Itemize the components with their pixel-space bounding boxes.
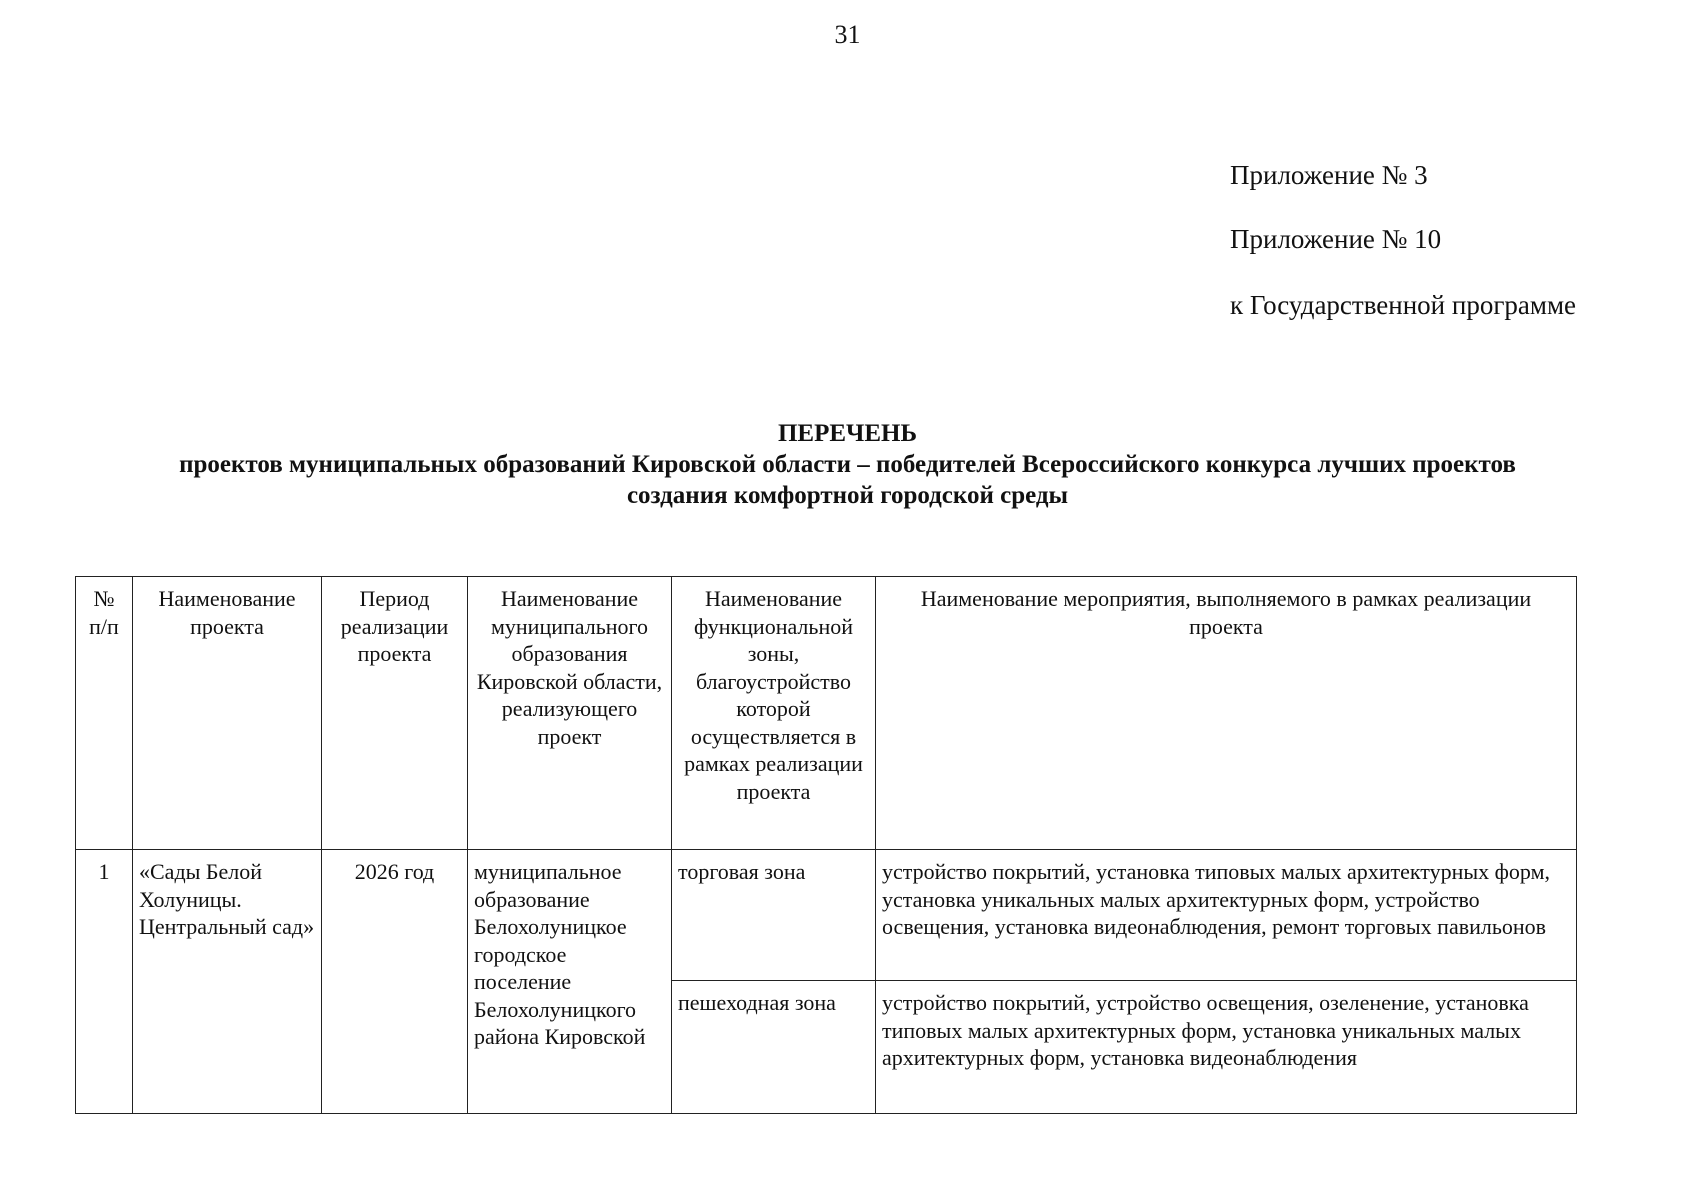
projects-table bbox=[75, 576, 1577, 1114]
cell-municipality: муниципальное образование Белохолуницкое городское поселение Белохолуницкого района Кировской bbox=[468, 850, 672, 1114]
header-project-name: Наименование проекта bbox=[133, 577, 322, 850]
cell-activities-pedestrian: устройство покрытий, устройство освещения, озеленение, установка типовых малых архитектурных форм, установка уникальных малых архитектурных форм, установка видеонаблюдения bbox=[876, 981, 1577, 1114]
table-row bbox=[76, 850, 1577, 981]
appendix-line-2: Приложение № 10 bbox=[1230, 224, 1442, 254]
cell-activities-trade: устройство покрытий, установка типовых малых архитектурных форм, установка уникальных малых архитектурных форм, устройство освещения, установка видеонаблюдения, ремонт торговых павильонов bbox=[876, 850, 1577, 981]
cell-project-name: «Сады Белой Холуницы. Центральный сад» bbox=[133, 850, 322, 1114]
title-subtitle-line-2: создания комфортной городской среды bbox=[626, 482, 1069, 509]
header-period: Период реализации проекта bbox=[322, 577, 468, 850]
header-functional-zone: Наименование функциональной зоны, благоустройство которой осуществляется в рамках реализации проекта bbox=[672, 577, 876, 850]
header-municipality: Наименование муниципального образования Кировской области, реализующего проект bbox=[468, 577, 672, 850]
cell-period: 2026 год bbox=[322, 850, 468, 1114]
document-title bbox=[0, 418, 1695, 511]
appendix-line-1: Приложение № 3 bbox=[1230, 160, 1428, 190]
header-activities: Наименование мероприятия, выполняемого в рамках реализации проекта bbox=[876, 577, 1577, 850]
page-number: 31 bbox=[834, 20, 861, 49]
cell-zone-pedestrian: пешеходная зона bbox=[672, 981, 876, 1114]
table-header-row bbox=[76, 577, 1577, 850]
title-subtitle-line-1: проектов муниципальных образований Кировской области – победителей Всероссийского конкурса лучших проектов bbox=[179, 451, 1516, 478]
header-number: № п/п bbox=[76, 577, 133, 850]
cell-zone-trade: торговая зона bbox=[672, 850, 876, 981]
cell-number: 1 bbox=[76, 850, 133, 1114]
title-main: ПЕРЕЧЕНЬ bbox=[777, 420, 918, 447]
appendix-line-3: к Государственной программе bbox=[1230, 290, 1577, 320]
